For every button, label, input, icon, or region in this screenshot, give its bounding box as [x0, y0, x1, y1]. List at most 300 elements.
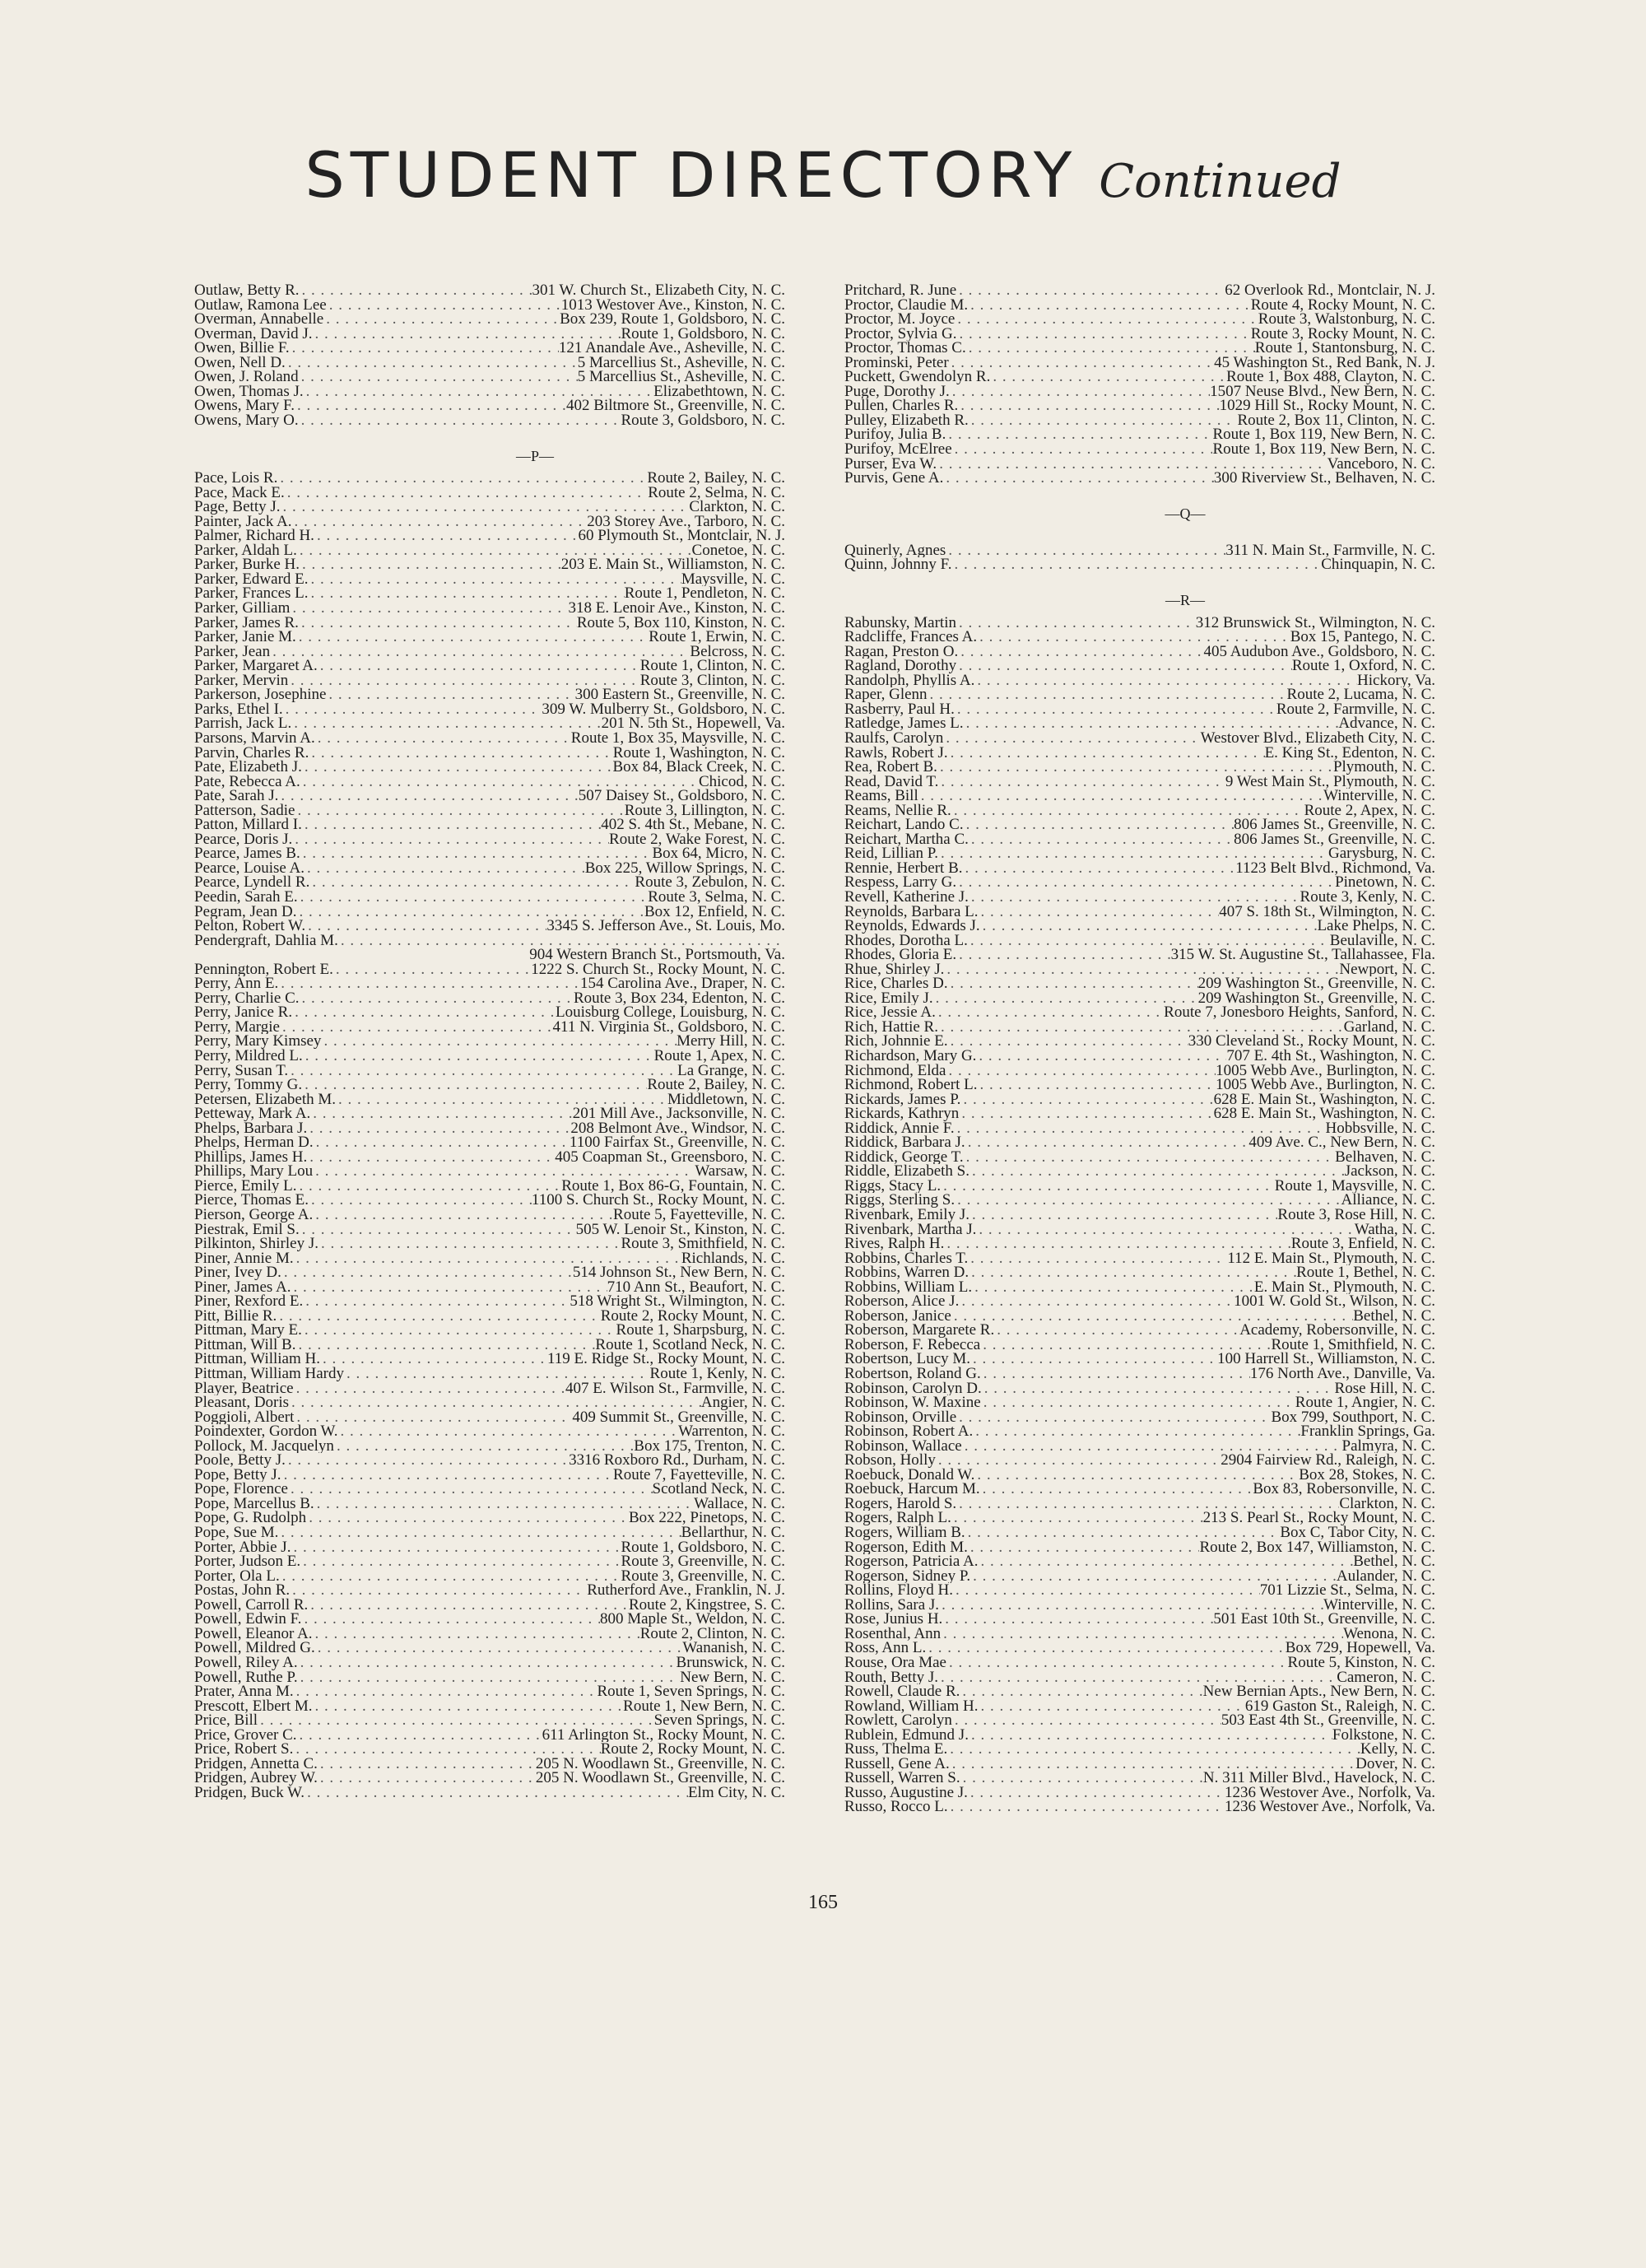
entry-address: Hickory, Va.	[1357, 673, 1435, 688]
entry-name: Robertson, Roland G.	[844, 1367, 981, 1381]
entry-address: 402 Biltmore St., Greenville, N. C.	[566, 398, 785, 413]
dot-leader	[955, 1121, 1326, 1136]
entry-name: Purifoy, McElree	[844, 442, 952, 457]
directory-entry	[844, 890, 1435, 905]
dot-leader	[956, 283, 1225, 298]
directory-entry	[844, 1757, 1435, 1772]
dot-leader	[938, 775, 1225, 789]
dot-leader	[979, 1554, 1354, 1569]
dot-leader	[288, 1482, 653, 1497]
dot-leader	[952, 442, 1213, 457]
entry-name: Parker, Gilliam	[194, 601, 291, 616]
dot-leader	[300, 283, 532, 298]
directory-entry	[194, 861, 785, 876]
entry-address: Rutherford Ave., Franklin, N. J.	[587, 1583, 785, 1598]
dot-leader	[951, 1309, 1353, 1324]
dot-leader	[950, 1757, 1355, 1772]
dot-leader	[982, 1381, 1335, 1396]
entry-name: Piner, James A.	[194, 1279, 291, 1295]
directory-entry	[844, 746, 1435, 761]
dot-leader	[286, 356, 578, 370]
entry-name: Perry, Mary Kimsey	[194, 1034, 322, 1049]
entry-address: 707 E. 4th St., Washington, N. C.	[1226, 1048, 1435, 1064]
dot-leader	[291, 1280, 607, 1295]
dot-leader	[315, 731, 571, 746]
directory-entry	[844, 1150, 1435, 1165]
directory-entry-continued	[194, 948, 785, 962]
entry-name: Proctor, Thomas C.	[844, 341, 966, 356]
directory-entry	[194, 1078, 785, 1092]
dot-leader	[946, 1064, 1216, 1078]
entry-address: 203 Storey Ave., Tarboro, N. C.	[587, 514, 785, 529]
entry-address: Route 1, Pendleton, N. C.	[624, 586, 785, 602]
directory-entry	[844, 1309, 1435, 1324]
entry-name: Powell, Edwin F.	[194, 1612, 302, 1627]
dot-leader	[970, 1569, 1337, 1584]
dot-leader	[946, 427, 1212, 442]
dot-leader	[319, 1236, 621, 1251]
entry-address: Chinquapin, N. C.	[1321, 557, 1435, 572]
dot-leader	[955, 312, 1258, 327]
dot-leader	[302, 760, 613, 775]
dot-leader	[304, 384, 653, 399]
dot-leader	[309, 875, 635, 890]
directory-entry	[194, 1453, 785, 1468]
entry-address: 611 Arlington St., Rocky Mount, N. C.	[542, 1727, 785, 1743]
entry-name: Owen, Nell D.	[194, 355, 286, 370]
entry-name: Pierce, Emily L.	[194, 1178, 297, 1194]
entry-address: Franklin Springs, Ga.	[1300, 1424, 1435, 1439]
directory-entry	[194, 1135, 785, 1150]
entry-name: Prescott, Elbert M.	[194, 1698, 313, 1714]
entry-name: Richmond, Elda	[844, 1063, 946, 1078]
entry-name: Ratledge, James L.	[844, 716, 964, 731]
directory-entry	[844, 1800, 1435, 1814]
dot-leader	[964, 817, 1234, 832]
entry-name: Pate, Rebecca A.	[194, 774, 300, 789]
entry-name: Patterson, Sadie	[194, 803, 295, 818]
directory-entry	[194, 1121, 785, 1136]
entry-name: Pleasant, Doris	[194, 1395, 290, 1410]
entry-address: 112 E. Main St., Plymouth, N. C.	[1227, 1250, 1435, 1266]
entry-name: Pittman, William H.	[194, 1352, 320, 1367]
entry-address: Route 1, Clinton, N. C.	[639, 659, 785, 673]
entry-name: Routh, Betty J.	[844, 1670, 939, 1685]
entry-address: New Bern, N. C.	[680, 1670, 785, 1685]
directory-entry	[194, 601, 785, 616]
entry-address: Warrenton, N. C.	[678, 1424, 785, 1439]
directory-entry	[194, 543, 785, 558]
entry-address: Vanceboro, N. C.	[1327, 456, 1435, 472]
dot-leader	[948, 1034, 1188, 1049]
dot-leader	[938, 846, 1328, 861]
dot-leader	[299, 370, 578, 384]
dot-leader	[956, 875, 1335, 890]
dot-leader	[970, 1352, 1217, 1367]
entry-name: Poindexter, Gordon W.	[194, 1424, 338, 1439]
entry-name: Ross, Ann L.	[844, 1641, 927, 1656]
entry-address: Box 64, Micro, N. C.	[652, 846, 785, 861]
entry-address: Clarkton, N. C.	[689, 500, 785, 515]
entry-address: Route 3, Rose Hill, N. C.	[1277, 1208, 1435, 1222]
entry-name: Roebuck, Donald W.	[844, 1467, 975, 1483]
dot-leader	[933, 991, 1198, 1006]
entry-address: Box 222, Pinetops, N. C.	[628, 1511, 785, 1526]
directory-entry	[844, 1020, 1435, 1035]
directory-entry	[194, 572, 785, 587]
directory-entry	[844, 1251, 1435, 1266]
dot-leader	[336, 1092, 667, 1107]
dot-leader	[981, 1367, 1250, 1381]
entry-address: Elizabethtown, N. C.	[653, 384, 785, 399]
directory-entry	[194, 1757, 785, 1772]
entry-name: Pace, Mack E.	[194, 485, 285, 501]
dot-leader	[309, 1193, 532, 1208]
entry-address: Route 2, Bailey, N. C.	[647, 1078, 785, 1092]
entry-address: 800 Maple St., Weldon, N. C.	[599, 1612, 785, 1627]
directory-entry	[844, 760, 1435, 775]
entry-name: Parker, Mervin	[194, 673, 289, 688]
dot-leader	[944, 962, 1339, 977]
directory-entry	[844, 1525, 1435, 1540]
entry-name: Pennington, Robert E.	[194, 962, 333, 977]
entry-address: Route 2, Rocky Mount, N. C.	[600, 1742, 785, 1757]
entry-name: Rabunsky, Martin	[844, 615, 956, 631]
entry-address: 507 Daisey St., Goldsboro, N. C.	[578, 789, 785, 803]
entry-name: Reichart, Martha C.	[844, 831, 969, 847]
entry-name: Perry, Charlie C.	[194, 990, 300, 1006]
directory-entry	[194, 731, 785, 746]
dot-leader	[305, 919, 546, 934]
entry-address: Route 1, Stantonsburg, N. C.	[1254, 341, 1435, 356]
entry-address: Newport, N. C.	[1339, 962, 1435, 977]
entry-name: Price, Robert S.	[194, 1742, 294, 1757]
dot-leader	[313, 327, 621, 342]
dot-leader	[944, 1236, 1290, 1251]
dot-leader	[285, 486, 648, 501]
directory-entry	[194, 1410, 785, 1425]
entry-address: 701 Lizzie St., Selma, N. C.	[1259, 1583, 1435, 1598]
entry-address: Route 2, Box 11, Clinton, N. C.	[1237, 412, 1435, 428]
entry-address: E. Main St., Plymouth, N. C.	[1253, 1279, 1435, 1295]
directory-entry	[194, 991, 785, 1006]
directory-entry	[844, 645, 1435, 659]
entry-name: Proctor, M. Joyce	[844, 312, 956, 327]
entry-name: Rea, Robert B.	[844, 760, 937, 775]
directory-entry	[844, 1627, 1435, 1642]
dot-leader	[958, 398, 1219, 413]
directory-entry	[194, 1395, 785, 1410]
entry-name: Overman, David J.	[194, 326, 313, 342]
entry-address: 1001 W. Gold St., Wilson, N. C.	[1234, 1294, 1435, 1309]
entry-address: 710 Ann St., Beaufort, N. C.	[607, 1279, 785, 1295]
entry-name: Quinerly, Agnes	[844, 543, 946, 558]
entry-address: Route 2, Kingstree, S. C.	[629, 1597, 785, 1613]
dot-leader	[291, 716, 601, 731]
entry-name: Reams, Nellie R.	[844, 803, 951, 818]
directory-entry	[844, 1699, 1435, 1714]
directory-entry	[844, 1064, 1435, 1078]
entry-name: Rice, Emily J.	[844, 990, 933, 1006]
dot-leader	[965, 1135, 1249, 1150]
entry-name: Parks, Ethel I.	[194, 701, 283, 717]
entry-address: 505 W. Lenoir St., Kinston, N. C.	[575, 1222, 785, 1237]
entry-name: Revell, Katherine J.	[844, 889, 969, 905]
entry-address: Box 799, Southport, N. C.	[1271, 1409, 1435, 1425]
entry-address: 514 Johnson St., New Bern, N. C.	[572, 1265, 785, 1280]
entry-address: 3345 S. Jefferson Ave., St. Louis, Mo.	[546, 919, 785, 934]
dot-leader	[318, 1771, 536, 1786]
directory-entry	[844, 1554, 1435, 1569]
directory-entry	[844, 1612, 1435, 1627]
directory-entry	[844, 1482, 1435, 1497]
entry-address: 1236 Westover Ave., Norfolk, Va.	[1225, 1785, 1435, 1800]
dot-leader	[292, 832, 609, 847]
directory-entry	[844, 616, 1435, 631]
entry-name: Pierson, George A.	[194, 1208, 314, 1222]
entry-address: Jackson, N. C.	[1344, 1164, 1435, 1179]
directory-entry	[844, 716, 1435, 731]
dot-leader	[943, 471, 1214, 486]
dot-leader	[302, 1323, 616, 1338]
directory-entry	[844, 948, 1435, 962]
directory-entry	[844, 1381, 1435, 1396]
directory-entry	[194, 515, 785, 529]
entry-address: 806 James St., Greenville, N. C.	[1234, 817, 1435, 832]
dot-leader	[955, 1193, 1341, 1208]
directory-entry	[194, 1236, 785, 1251]
entry-name: Peedin, Sarah E.	[194, 889, 298, 905]
directory-entry	[194, 746, 785, 761]
dot-leader	[337, 1424, 678, 1439]
entry-address: 405 Audubon Ave., Goldsboro, N. C.	[1203, 644, 1435, 659]
directory-entry	[844, 1569, 1435, 1584]
directory-entry	[844, 1078, 1435, 1092]
directory-entry	[844, 1641, 1435, 1656]
entry-name: Pate, Sarah J.	[194, 789, 279, 803]
page-number: 165	[808, 1892, 838, 1913]
dot-leader	[926, 1641, 1286, 1656]
entry-address: Route 1, New Bern, N. C.	[623, 1698, 785, 1714]
entry-address: Route 1, Scotland Neck, N. C.	[595, 1337, 785, 1353]
directory-entry	[194, 1193, 785, 1208]
entry-name: Pridgen, Buck W.	[194, 1785, 305, 1800]
entry-name: Pegram, Jean D.	[194, 904, 297, 920]
directory-entry	[844, 1005, 1435, 1020]
entry-address: Route 1, Maysville, N. C.	[1274, 1178, 1435, 1194]
entry-address: Route 1, Angier, N. C.	[1295, 1395, 1435, 1410]
entry-name: Rogerson, Sidney P.	[844, 1568, 971, 1584]
directory-entry	[194, 934, 785, 948]
entry-name: Pelton, Robert W.	[194, 919, 306, 934]
entry-name: Rogers, Harold S.	[844, 1496, 957, 1511]
page-title	[0, 138, 1646, 212]
entry-name: Postas, John R.	[194, 1583, 291, 1598]
entry-address: 1100 S. Church St., Rocky Mount, N. C.	[531, 1193, 785, 1208]
directory-entry	[844, 1540, 1435, 1555]
entry-address: Winterville, N. C.	[1323, 1597, 1435, 1613]
entry-name: Perry, Margie	[194, 1019, 280, 1035]
directory-entry	[844, 370, 1435, 384]
directory-entry	[194, 1338, 785, 1353]
entry-address: Bethel, N. C.	[1353, 1554, 1435, 1569]
entry-address: Route 2, Farmville, N. C.	[1276, 701, 1435, 717]
entry-name: Porter, Judson E.	[194, 1554, 301, 1569]
entry-name: Price, Bill	[194, 1713, 258, 1728]
dot-leader	[937, 457, 1327, 472]
entry-address: Route 1, Oxford, N. C.	[1291, 659, 1435, 673]
directory-column-right	[844, 283, 1435, 1814]
directory-entry	[844, 731, 1435, 746]
directory-entry	[844, 398, 1435, 413]
entry-name: Poole, Betty J.	[194, 1453, 286, 1468]
dot-leader	[318, 1757, 536, 1772]
entry-name: Parker, Aldah L.	[194, 543, 297, 558]
dot-leader	[969, 890, 1300, 905]
directory-entry	[194, 1092, 785, 1107]
directory-entry	[194, 1064, 785, 1078]
entry-address: 1236 Westover Ave., Norfolk, Va.	[1225, 1800, 1435, 1814]
entry-name: Piner, Ivey D.	[194, 1265, 281, 1280]
entry-name: Rogers, Ralph L.	[844, 1511, 951, 1526]
dot-leader	[936, 1453, 1221, 1468]
directory-entry	[844, 832, 1435, 847]
entry-address: Box 729, Hopewell, Va.	[1285, 1641, 1435, 1656]
entry-name: Phelps, Barbara J.	[194, 1120, 308, 1136]
entry-address: Route 7, Jonesboro Heights, Sanford, N. C.	[1164, 1005, 1435, 1020]
dot-leader	[968, 1251, 1227, 1266]
dot-leader	[305, 861, 585, 876]
entry-name: Pittman, Will B.	[194, 1337, 296, 1353]
entry-name: Price, Grover C.	[194, 1727, 297, 1743]
entry-address: Route 2, Selma, N. C.	[648, 485, 785, 501]
dot-leader	[978, 1699, 1244, 1714]
directory-entry	[844, 1294, 1435, 1309]
entry-name: Purvis, Gene A.	[844, 471, 944, 486]
entry-name: Pridgen, Annetta C.	[194, 1756, 318, 1772]
entry-address: 501 East 10th St., Greenville, N. C.	[1213, 1612, 1435, 1627]
entry-name: Phelps, Herman D.	[194, 1135, 314, 1150]
entry-address: 309 W. Mulberry St., Goldsboro, N. C.	[542, 701, 785, 717]
entry-name: Parker, Frances L.	[194, 586, 309, 602]
directory-entry	[194, 1381, 785, 1396]
dot-leader	[297, 1728, 542, 1743]
directory-entry	[844, 442, 1435, 457]
dot-leader	[313, 1208, 613, 1222]
directory-entry	[194, 890, 785, 905]
dot-leader	[960, 1771, 1203, 1786]
entry-address: Route 2, Apex, N. C.	[1304, 803, 1435, 818]
entry-name: Phillips, Mary Lou	[194, 1164, 314, 1179]
dot-leader	[289, 1395, 701, 1410]
entry-name: Rowland, William H.	[844, 1698, 979, 1714]
entry-name: Roberson, Janice	[844, 1308, 951, 1324]
directory-entry	[194, 1786, 785, 1800]
dot-leader	[297, 1179, 562, 1194]
dot-leader	[306, 1511, 629, 1525]
entry-address: Conetoe, N. C.	[691, 543, 785, 558]
dot-leader	[969, 832, 1234, 847]
directory-entry	[194, 1367, 785, 1381]
dot-leader	[278, 1525, 681, 1540]
directory-entry	[844, 1670, 1435, 1685]
entry-name: Quinn, Johnny F.	[844, 557, 952, 572]
entry-name: Robinson, W. Maxine	[844, 1395, 981, 1410]
entry-address: Chicod, N. C.	[698, 774, 785, 789]
entry-address: Route 1, Box 35, Maysville, N. C.	[570, 730, 785, 746]
dot-leader	[299, 616, 577, 631]
entry-address: Garysburg, N. C.	[1327, 846, 1435, 861]
dot-leader	[943, 731, 1200, 746]
dot-leader	[974, 673, 1357, 688]
entry-name: Porter, Abbie J.	[194, 1539, 291, 1555]
entry-name: Rhue, Shirley J.	[844, 962, 945, 977]
directory-entry	[844, 905, 1435, 920]
entry-name: Russ, Thelma E.	[844, 1742, 948, 1757]
entry-name: Rouse, Ora Mae	[844, 1655, 946, 1670]
entry-name: Rollins, Sara J.	[844, 1597, 940, 1613]
entry-name: Player, Beatrice	[194, 1381, 294, 1396]
entry-name: Page, Betty J.	[194, 500, 281, 515]
entry-name: Petteway, Mark A.	[194, 1106, 311, 1121]
entry-name: Purser, Eva W.	[844, 456, 937, 472]
entry-name: Robinson, Orville	[844, 1409, 957, 1425]
entry-name: Roberson, Alice J.	[844, 1294, 960, 1309]
entry-name: Rublein, Edmund J.	[844, 1727, 969, 1743]
directory-entry	[844, 457, 1435, 472]
entry-name: Pittman, William Hardy	[194, 1367, 345, 1381]
entry-address: Elm City, N. C.	[687, 1785, 785, 1800]
entry-name: Owens, Mary F.	[194, 398, 295, 413]
entry-name: Rice, Charles D.	[844, 976, 948, 991]
dot-leader	[305, 1786, 688, 1800]
entry-name: Rose, Junius H.	[844, 1612, 943, 1627]
directory-entry	[194, 1627, 785, 1642]
directory-entry	[194, 283, 785, 298]
entry-address: Route 1, Apex, N. C.	[653, 1048, 785, 1064]
directory-entry	[194, 1150, 785, 1165]
dot-leader	[941, 1179, 1275, 1194]
entry-name: Reynolds, Barbara L.	[844, 904, 979, 920]
dot-leader	[281, 1468, 613, 1483]
directory-entry	[194, 1583, 785, 1598]
dot-leader	[303, 1294, 570, 1309]
dot-leader	[277, 471, 647, 486]
entry-address: Box 175, Trenton, N. C.	[634, 1438, 785, 1454]
entry-address: 201 Mill Ave., Jacksonville, N. C.	[572, 1106, 785, 1121]
entry-name: Ragan, Preston O.	[844, 644, 959, 659]
entry-name: Rasberry, Paul H.	[844, 701, 955, 717]
entry-name: Puckett, Gwendolyn R.	[844, 370, 991, 384]
entry-address: Route 1, Kenly, N. C.	[649, 1367, 785, 1381]
entry-name: Perry, Tommy G.	[194, 1078, 303, 1092]
directory-entry	[194, 370, 785, 384]
dot-leader	[977, 630, 1290, 645]
entry-name: Raulfs, Carolyn	[844, 730, 944, 746]
directory-entry	[194, 1771, 785, 1786]
entry-address: Brunswick, N. C.	[676, 1655, 785, 1670]
entry-name: Rowell, Claude R.	[844, 1684, 960, 1699]
entry-address: Pinetown, N. C.	[1335, 875, 1435, 890]
dot-leader	[280, 1569, 621, 1584]
entry-address: Route 3, Lillington, N. C.	[624, 803, 785, 818]
dot-leader	[307, 1121, 570, 1136]
entry-address: Route 3, Zebulon, N. C.	[635, 875, 785, 890]
directory-entry	[194, 673, 785, 688]
entry-address: 2904 Fairview Rd., Raleigh, N. C.	[1221, 1453, 1435, 1468]
dot-leader	[969, 1208, 1277, 1222]
entry-address: 1100 Fairfax St., Greenville, N. C.	[569, 1135, 785, 1150]
